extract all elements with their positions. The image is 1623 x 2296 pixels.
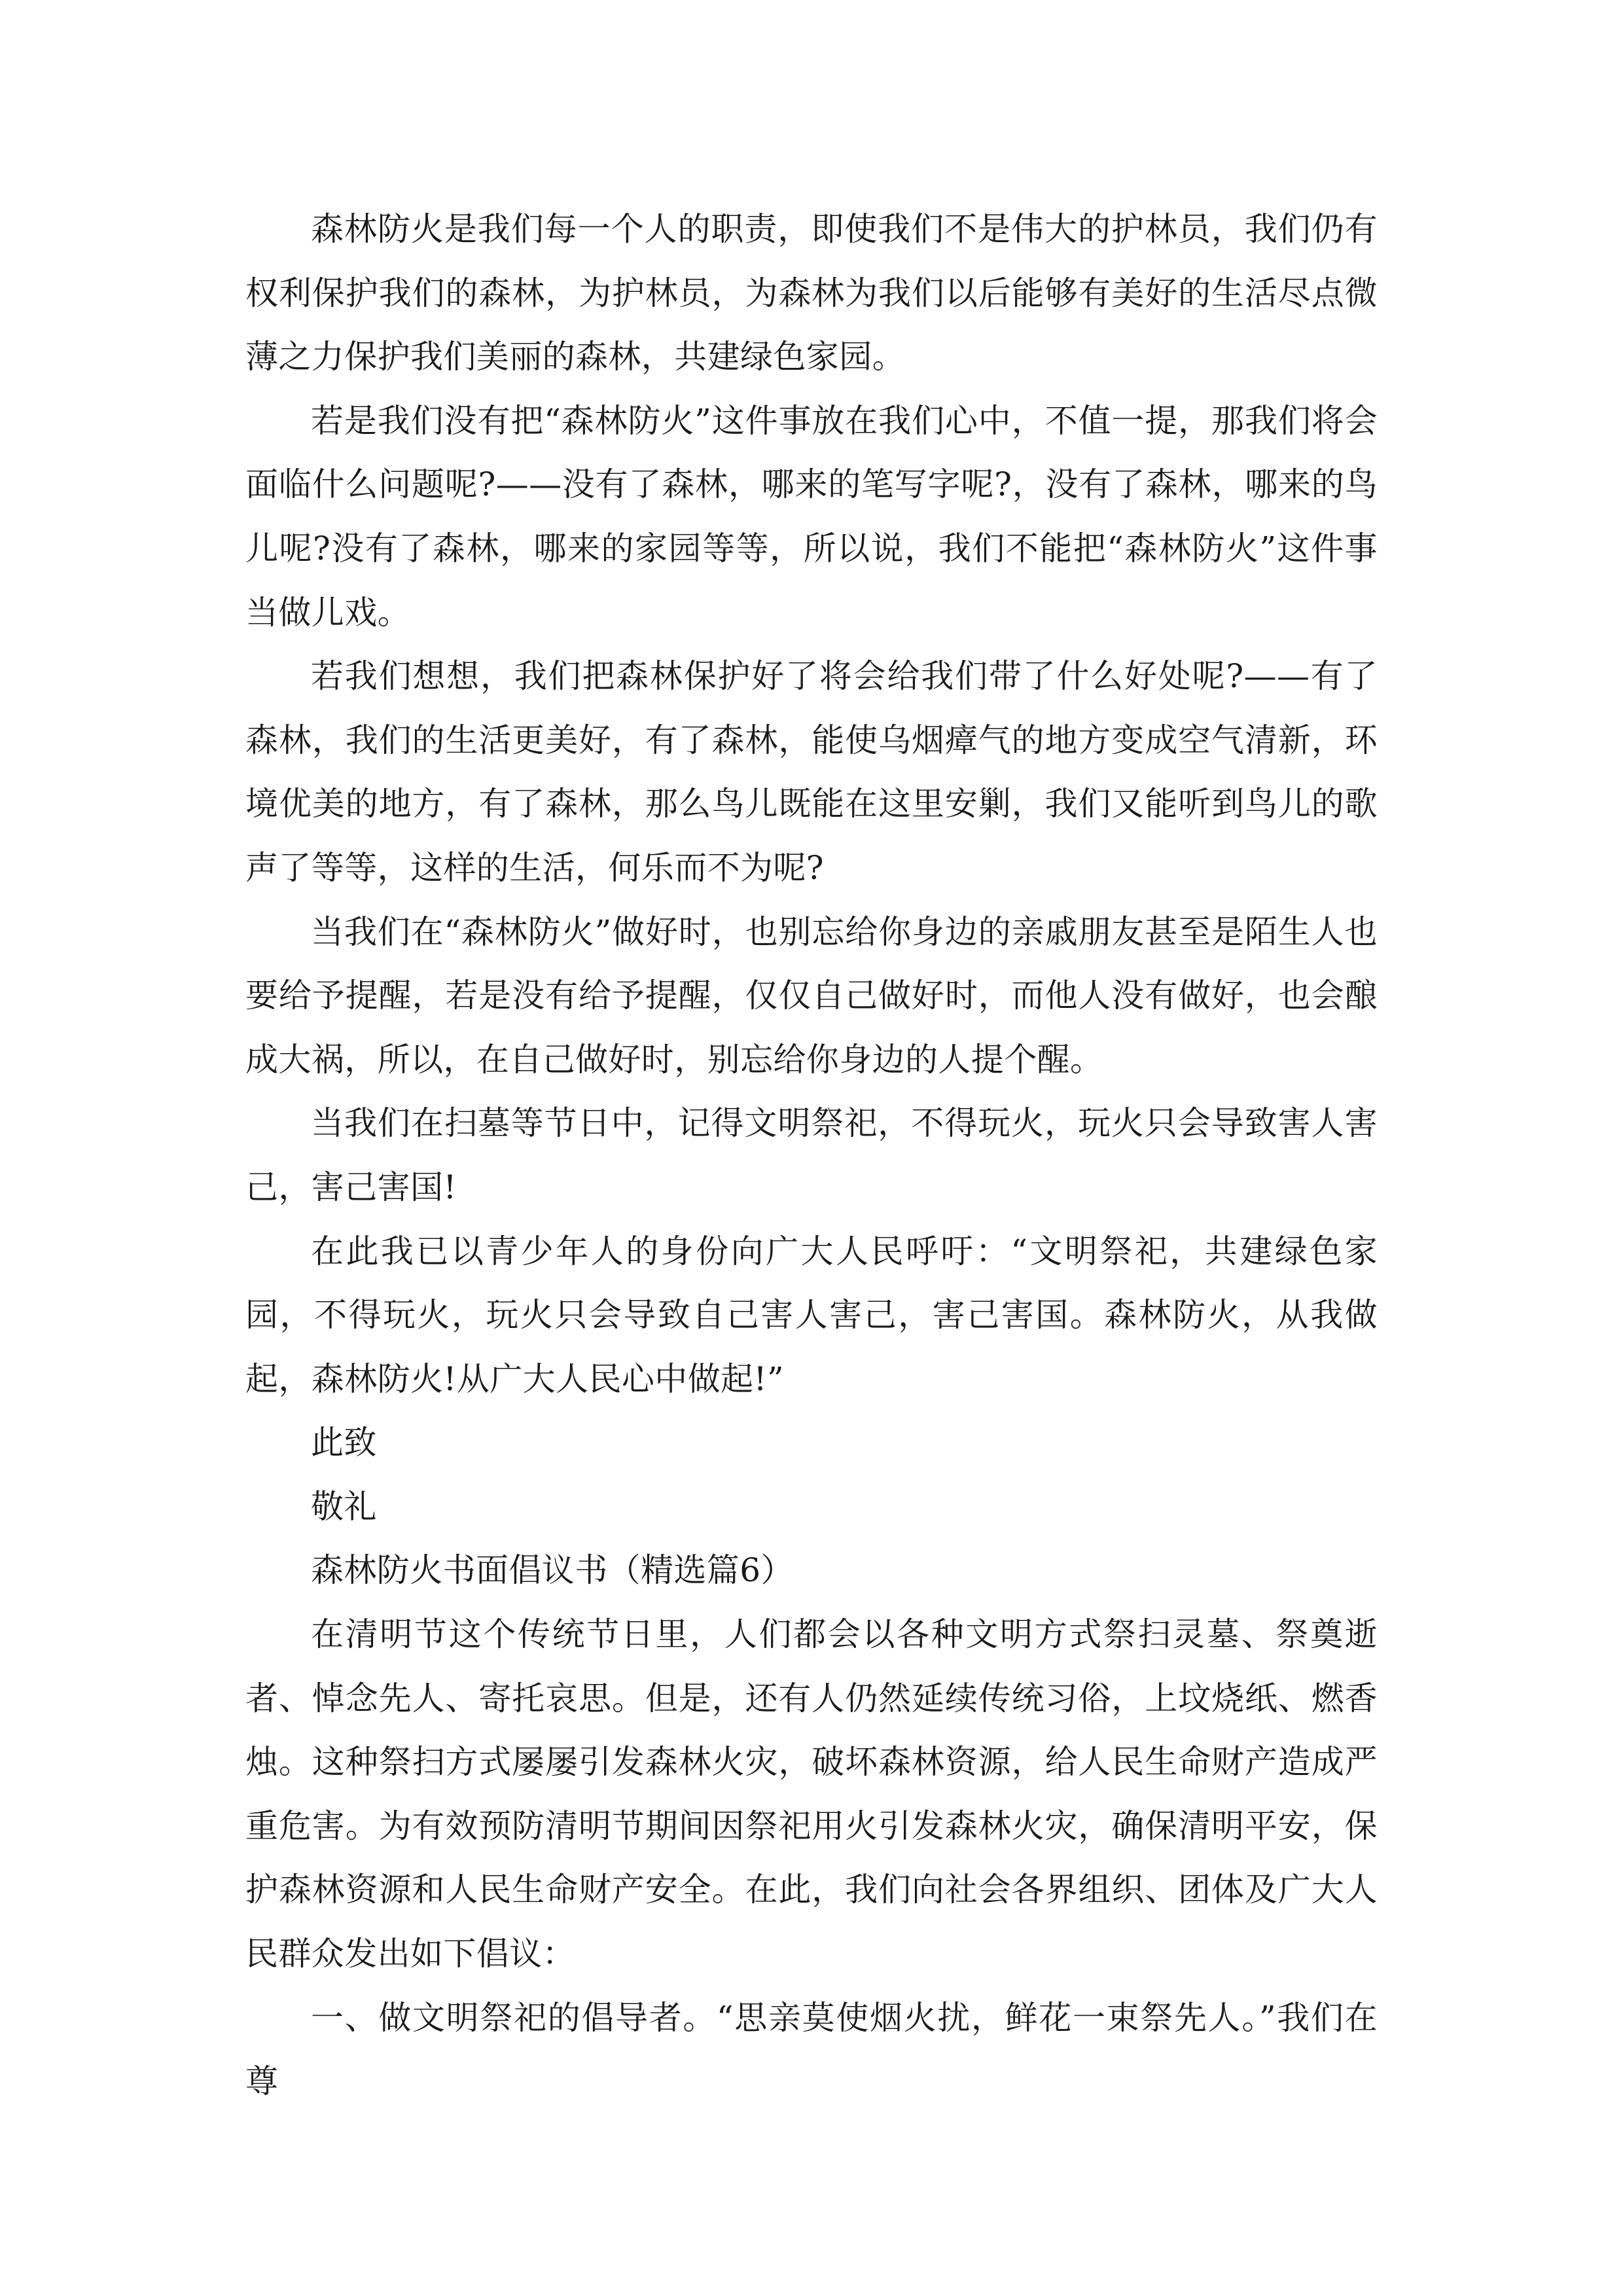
paragraph-responsibility: 森林防火是我们每一个人的职责，即使我们不是伟大的护林员，我们仍有权利保护我们的森林，为护林员，为森林为我们以后能够有美好的生活尽点微薄之力保护我们美丽的森林，共建绿色家园。 [245,210,1378,376]
paragraph-appeal: 在此我已以青少年人的身份向广大人民呼吁：“文明祭祀，共建绿色家园，不得玩火，玩火只会导致自己害人害己，害己害国。森林防火，从我做起，森林防火!从广大人民心中做起!” [245,1232,1378,1398]
document-body [245,198,1378,2114]
paragraph-problems: 若是我们没有把“森林防火”这件事放在我们心中，不值一提，那我们将会面临什么问题呢?——没有了森林，哪来的笔写字呢?，没有了森林，哪来的鸟儿呢?没有了森林，哪来的家园等等，所以说，我们不能把“森林防火”这件事当做儿戏。 [245,401,1378,632]
paragraph-qingming-intro: 在清明节这个传统节日里，人们都会以各种文明方式祭扫灵墓、祭奠逝者、悼念先人、寄托哀思。但是，还有人仍然延续传统习俗，上坟烧纸、燃香烛。这种祭扫方式屡屡引发森林火灾，破坏森林资源，给人民生命财产造成严重危害。为有效预防清明节期间因祭祀用火引发森林火灾，确保清明平安，保护森林资源和人民生命财产安全。在此，我们向社会各界组织、团体及广大人民群众发出如下倡议： [245,1615,1378,1973]
closing-regards: 敬礼 [311,1487,377,1526]
paragraph-tomb-sweeping: 当我们在扫墓等节日中，记得文明祭祀，不得玩火，玩火只会导致害人害己，害己害国! [245,1104,1378,1206]
closing-salutation: 此致 [311,1424,377,1462]
section-heading: 森林防火书面倡议书（精选篇6） [311,1551,794,1590]
paragraph-proposal-one: 一、做文明祭祀的倡导者。“思亲莫使烟火扰，鲜花一束祭先人。”我们在尊 [245,1998,1378,2101]
paragraph-benefits: 若我们想想，我们把森林保护好了将会给我们带了什么好处呢?——有了森林，我们的生活更美好，有了森林，能使乌烟瘴气的地方变成空气清新，环境优美的地方，有了森林，那么鸟儿既能在这里安剿，我们又能听到鸟儿的歌声了等等，这样的生活，何乐而不为呢? [245,657,1378,887]
paragraph-remind-others: 当我们在“森林防火”做好时，也别忘给你身边的亲戚朋友甚至是陌生人也要给予提醒，若是没有给予提醒，仅仅自己做好时，而他人没有做好，也会酿成大祸，所以，在自己做好时，别忘给你身边的人提个醒。 [245,912,1378,1079]
